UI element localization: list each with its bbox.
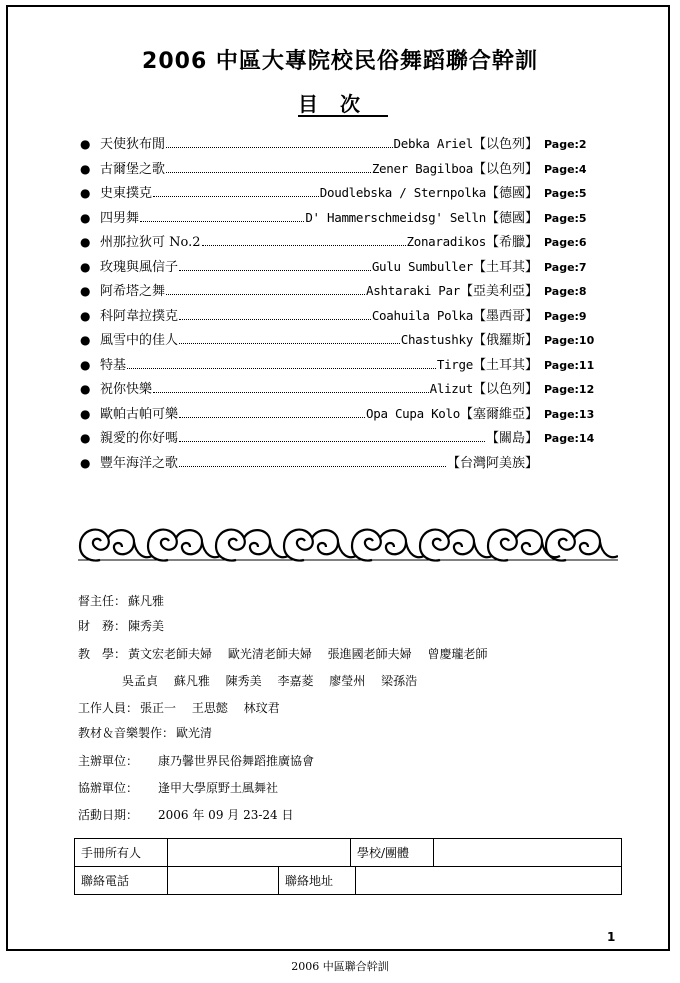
toc-leader: [127, 368, 436, 369]
staff-date-value: 2006 年 09 月 23-24 日: [158, 808, 294, 822]
staff-finance: [78, 617, 164, 634]
staff-materials-label: 教材＆音樂製作：: [78, 726, 175, 740]
toc-leader: [153, 196, 319, 197]
staff-materials-value: 歐光清: [176, 726, 213, 740]
staff-teaching-value: 黃文宏老師夫婦 歐光清老師夫婦 張進國老師夫婦 曾慶瓏老師: [128, 647, 488, 661]
toc-country: 【德國】: [485, 186, 538, 201]
toc-leader: [179, 270, 371, 271]
toc-leader: [179, 441, 485, 442]
toc-leader: [153, 392, 429, 393]
toc-english-title: Alizut: [429, 381, 473, 396]
toc-english-title: D' Hammerschmeidsg' Selln: [305, 209, 486, 225]
toc-entry: [80, 452, 600, 477]
toc-entry: [80, 427, 600, 452]
bullet-icon: ●: [80, 455, 91, 470]
staff-workers-label: 工作人員：: [78, 701, 139, 715]
toc-leader: [179, 417, 365, 418]
owner-label: 手冊所有人: [75, 839, 168, 867]
toc-chinese-title: 科阿韋拉撲克: [100, 308, 179, 324]
phone-label: 聯絡電話: [75, 867, 168, 895]
toc-page: Page:9: [544, 309, 587, 323]
toc-chinese-title: 親愛的你好嗎: [100, 431, 179, 446]
toc-page: Page:14: [544, 432, 595, 445]
toc-english-title: Coahuila Polka: [371, 307, 473, 323]
toc-page: Page:4: [544, 162, 587, 176]
toc-country: 【台灣阿美族】: [446, 455, 538, 471]
page-title: 2006 中區大專院校民俗舞蹈聯合幹訓: [142, 49, 538, 74]
bullet-icon: ●: [80, 308, 91, 323]
toc-page: Page:5: [544, 211, 587, 225]
bullet-icon: ●: [80, 186, 91, 200]
phone-address-cell: [168, 867, 622, 895]
toc-english-title: Debka Ariel: [393, 136, 473, 151]
phone-field[interactable]: [168, 867, 279, 894]
toc-chinese-title: 特基: [100, 357, 127, 373]
toc-entry: [80, 280, 600, 305]
toc-page: Page:8: [544, 285, 587, 298]
bullet-icon: ●: [80, 259, 91, 274]
bullet-icon: ●: [80, 235, 91, 249]
staff-finance-value: 陳秀美: [128, 619, 165, 633]
phone-address-subtable: [168, 867, 621, 894]
page-number: 1: [607, 930, 616, 944]
staff-teaching-line2: 吳孟貞 蘇凡雅 陳秀美 李嘉菱 廖瑩州 梁孫浩: [122, 674, 418, 688]
staff-materials: [78, 724, 212, 741]
toc-english-title: Zonaradikos: [406, 234, 486, 249]
toc-country: 【以色列】: [472, 161, 538, 177]
owner-field[interactable]: [168, 839, 351, 867]
toc-chinese-title: 歐帕古帕可樂: [100, 406, 179, 422]
bullet-icon: ●: [80, 137, 91, 151]
owner-info-form: [74, 838, 622, 895]
toc-leader: [179, 319, 371, 320]
toc-heading: 目次: [298, 92, 382, 116]
decorative-scroll-border: [78, 516, 618, 566]
toc-chinese-title: 風雪中的佳人: [100, 333, 179, 348]
staff-date: [78, 806, 294, 823]
staff-organizer: [78, 752, 314, 769]
toc-english-title: Doudlebska / Sternpolka: [319, 185, 486, 200]
toc-english-title: Opa Cupa Kolo: [366, 405, 460, 421]
toc-page: Page:11: [544, 358, 595, 372]
staff-teaching: [78, 645, 487, 662]
toc-page: Page:6: [544, 236, 587, 249]
toc-country: 【以色列】: [472, 137, 538, 152]
toc-english-title: Tirge: [436, 356, 473, 372]
staff-director-value: 蘇凡雅: [128, 594, 165, 608]
toc-leader: [179, 343, 400, 344]
toc-entry: [80, 158, 600, 183]
toc-chinese-title: 豐年海洋之歌: [100, 455, 179, 471]
toc-entry: [80, 329, 600, 354]
toc-chinese-title: 四男舞: [100, 210, 140, 226]
staff-finance-label: 財 務：: [78, 619, 127, 633]
staff-organizer-value: 康乃馨世界民俗舞蹈推廣協會: [158, 754, 315, 768]
toc-chinese-title: 天使狄布閒: [100, 137, 166, 152]
toc-country: 【土耳其】: [472, 357, 538, 373]
toc-leader: [179, 466, 446, 467]
staff-coorganizer-label: 協辦單位：: [78, 781, 139, 795]
staff-workers-value: 張正一 王思懿 林玟君: [140, 701, 280, 715]
toc-entry: [80, 256, 600, 281]
toc-entry: [80, 378, 600, 403]
toc-heading-underline: [298, 115, 388, 117]
toc-chinese-title: 古爾堡之歌: [100, 161, 166, 177]
toc-english-title: Gulu Sumbuller: [371, 258, 473, 274]
bullet-icon: ●: [80, 161, 91, 176]
toc-entry: [80, 354, 600, 379]
toc-entry: [80, 231, 600, 256]
toc-country: 【希臘】: [485, 235, 538, 250]
staff-coorganizer-value: 逢甲大學原野土風舞社: [158, 781, 279, 795]
toc-entry: [80, 305, 600, 330]
toc-entry: [80, 207, 600, 232]
staff-organizer-label: 主辦單位：: [78, 754, 139, 768]
staff-director: [78, 592, 164, 609]
bullet-icon: ●: [80, 210, 91, 225]
page-footer: 2006 中區聯合幹訓: [291, 960, 389, 973]
address-field[interactable]: [356, 867, 622, 894]
bullet-icon: ●: [80, 431, 91, 445]
bullet-icon: ●: [80, 406, 91, 421]
toc-leader: [166, 147, 392, 148]
toc-english-title: Zener Bagilboa: [371, 160, 473, 176]
staff-teaching-label: 教 學：: [78, 647, 127, 661]
toc-chinese-title: 阿希塔之舞: [100, 284, 166, 299]
toc-page: Page:12: [544, 383, 595, 396]
toc-page: Page:2: [544, 138, 587, 151]
toc-country: 【土耳其】: [472, 259, 538, 275]
toc-leader: [202, 245, 406, 246]
bullet-icon: ●: [80, 382, 91, 396]
school-label: 學校/團體: [351, 839, 434, 867]
staff-workers: [78, 699, 280, 716]
bullet-icon: ●: [80, 357, 91, 372]
table-row: [75, 839, 622, 867]
toc-country: 【德國】: [485, 210, 538, 226]
staff-date-label: 活動日期：: [78, 808, 139, 822]
toc-leader: [166, 294, 365, 295]
bullet-icon: ●: [80, 284, 91, 298]
toc-page: Page:5: [544, 187, 587, 200]
toc-entry: [80, 403, 600, 428]
toc-leader: [140, 221, 304, 222]
toc-chinese-title: 玫瑰與風信子: [100, 259, 179, 275]
toc-english-title: Chastushky: [400, 332, 473, 347]
toc-country: 【塞爾維亞】: [459, 406, 538, 422]
toc-entry: [80, 182, 600, 207]
toc-entry: [80, 133, 600, 158]
address-label: 聯絡地址: [279, 867, 356, 894]
table-of-contents: [80, 133, 600, 476]
table-row: [75, 867, 622, 895]
toc-country: 【俄羅斯】: [472, 333, 538, 348]
school-field[interactable]: [434, 839, 622, 867]
toc-leader: [166, 172, 371, 173]
toc-country: 【亞美利亞】: [459, 284, 538, 299]
toc-page: Page:10: [544, 334, 595, 347]
toc-country: 【以色列】: [472, 382, 538, 397]
toc-chinese-title: 州那拉狄可 No.2: [100, 235, 201, 250]
bullet-icon: ●: [80, 333, 91, 347]
toc-page: Page:7: [544, 260, 587, 274]
staff-director-label: 督主任：: [78, 594, 127, 608]
toc-chinese-title: 史東撲克: [100, 186, 153, 201]
staff-coorganizer: [78, 779, 278, 796]
toc-page: Page:13: [544, 407, 595, 421]
toc-english-title: Ashtaraki Par: [366, 283, 460, 298]
table-row: [168, 867, 621, 894]
toc-country: 【墨西哥】: [472, 308, 538, 324]
toc-country: 【關島】: [485, 431, 538, 446]
toc-chinese-title: 祝你快樂: [100, 382, 153, 397]
